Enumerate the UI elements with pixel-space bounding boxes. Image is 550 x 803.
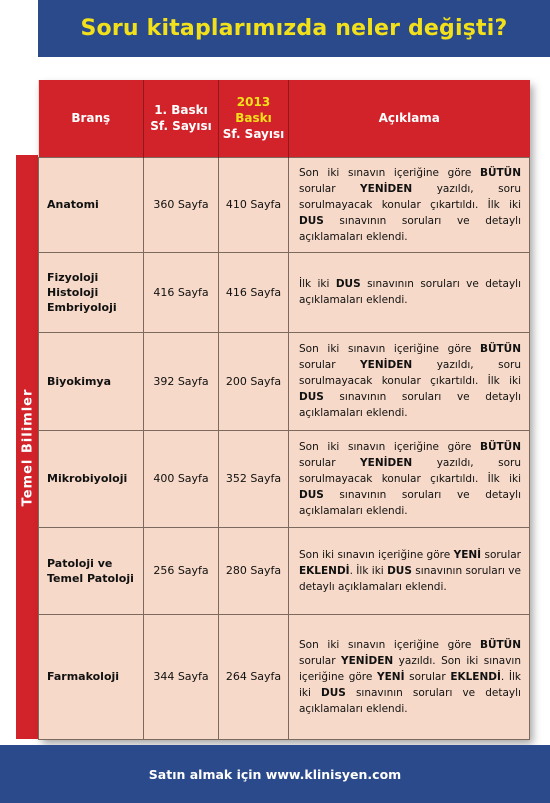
cell-brans — [39, 527, 144, 614]
desc-text: yazıldı, soru sorulmayacak konular çıkartıldı. İlk iki — [299, 359, 521, 387]
cell-aciklama — [289, 614, 530, 739]
side-category-text: Temel Bilimler — [20, 388, 36, 506]
comparison-table-wrapper — [38, 80, 529, 739]
desc-text: sınavının soruları ve detaylı açıklamaları eklendi. — [299, 278, 521, 306]
desc-text: Son iki sınavın içeriğine göre — [299, 548, 454, 561]
desc-text: Son iki sınavın içeriğine göre — [299, 638, 480, 651]
brans-line: Farmakoloji — [47, 670, 120, 683]
table-row — [39, 252, 530, 332]
header-2013-edition: 2013 Baskı Sf. Sayısı — [219, 80, 289, 157]
desc-emphasis: DUS — [299, 391, 324, 403]
cell-aciklama — [289, 332, 530, 430]
header-brans: Branş — [39, 80, 144, 157]
cell-first-edition-pages: 392 Sayfa — [144, 332, 219, 430]
brans-line: Biyokimya — [47, 374, 112, 388]
desc-text: sorular — [481, 548, 522, 561]
cell-brans — [39, 332, 144, 430]
brans-line: Anatomi — [47, 198, 99, 211]
desc-emphasis: DUS — [335, 278, 361, 290]
desc-emphasis: BÜTÜN — [479, 440, 521, 453]
desc-text: sınavının soruları ve detaylı açıklamaları eklendi. — [299, 564, 521, 593]
header-aciklama: Açıklama — [289, 80, 530, 157]
desc-emphasis: BÜTÜN — [479, 343, 521, 355]
desc-text: Son iki sınavın içeriğine göre — [299, 440, 480, 453]
side-category-label — [16, 155, 40, 739]
desc-text: sorular — [299, 359, 361, 371]
desc-text: İlk iki — [299, 278, 336, 290]
desc-emphasis: DUS — [321, 686, 346, 699]
desc-emphasis: YENİ — [453, 548, 482, 561]
brans-line: Fizyoloji — [47, 270, 99, 284]
desc-text: sorular — [404, 670, 451, 683]
desc-text: sorular — [299, 182, 361, 195]
desc-text: sınavının soruları ve detaylı açıklamaları eklendi. — [299, 391, 521, 419]
desc-emphasis: DUS — [387, 564, 412, 577]
desc-text: . İlk iki — [299, 670, 521, 699]
cell-first-edition-pages: 344 Sayfa — [144, 614, 219, 739]
brans-line: Patoloji ve — [47, 556, 113, 570]
desc-emphasis: BÜTÜN — [479, 166, 521, 179]
cell-aciklama — [289, 430, 530, 527]
table-row — [39, 430, 530, 527]
cell-brans — [39, 157, 144, 252]
brans-line: Histoloji — [47, 285, 99, 299]
table-row — [39, 614, 530, 739]
table-row — [39, 332, 530, 430]
desc-text: sorular — [299, 456, 361, 469]
desc-text: yazıldı, soru sorulmayacak konular çıkartıldı. İlk iki — [299, 456, 521, 485]
cell-2013-edition-pages: 416 Sayfa — [219, 252, 289, 332]
cell-brans — [39, 252, 144, 332]
comparison-table — [38, 80, 530, 740]
brans-line: Mikrobiyoloji — [47, 472, 128, 485]
cell-first-edition-pages: 256 Sayfa — [144, 527, 219, 614]
desc-emphasis: YENİDEN — [341, 654, 394, 667]
desc-emphasis: YENİDEN — [360, 182, 413, 195]
cell-aciklama — [289, 527, 530, 614]
table-header-row — [39, 80, 530, 157]
title-banner — [38, 0, 550, 57]
desc-emphasis: BÜTÜN — [479, 638, 521, 651]
desc-emphasis: YENİDEN — [360, 359, 413, 371]
cell-brans — [39, 614, 144, 739]
desc-text: sınavının soruları ve detaylı açıklamaları eklendi. — [299, 686, 521, 715]
desc-text: sınavının soruları ve detaylı açıklamaları eklendi. — [299, 214, 521, 243]
footer-link-text[interactable]: Satın almak için www.klinisyen.com — [148, 766, 402, 782]
brans-line: Temel Patoloji — [47, 571, 134, 585]
table-row — [39, 157, 530, 252]
cell-2013-edition-pages: 200 Sayfa — [219, 332, 289, 430]
footer-bar — [0, 745, 550, 803]
desc-emphasis: DUS — [299, 488, 324, 501]
cell-brans — [39, 430, 144, 527]
desc-text: yazıldı, soru sorulmayacak konular çıkartıldı. İlk iki — [299, 182, 521, 211]
desc-text: . İlk iki — [349, 564, 388, 577]
desc-text: yazıldı. Son iki sınavın içeriğine göre — [299, 654, 521, 683]
cell-2013-edition-pages: 352 Sayfa — [219, 430, 289, 527]
cell-aciklama — [289, 157, 530, 252]
cell-first-edition-pages: 360 Sayfa — [144, 157, 219, 252]
desc-emphasis: DUS — [299, 214, 324, 227]
cell-2013-edition-pages: 280 Sayfa — [219, 527, 289, 614]
desc-text: Son iki sınavın içeriğine göre — [299, 343, 480, 355]
cell-aciklama — [289, 252, 530, 332]
cell-first-edition-pages: 416 Sayfa — [144, 252, 219, 332]
desc-emphasis: EKLENDİ — [299, 564, 350, 577]
cell-first-edition-pages: 400 Sayfa — [144, 430, 219, 527]
brans-line: Embriyoloji — [47, 300, 117, 314]
desc-text: Son iki sınavın içeriğine göre — [299, 166, 480, 179]
desc-text: sorular — [299, 654, 342, 667]
table-row — [39, 527, 530, 614]
cell-2013-edition-pages: 410 Sayfa — [219, 157, 289, 252]
desc-emphasis: YENİDEN — [360, 456, 413, 469]
desc-emphasis: EKLENDİ — [450, 670, 501, 683]
desc-text: sınavının soruları ve detaylı açıklamaları eklendi. — [299, 488, 521, 517]
page-title: Soru kitaplarımızda neler değişti? — [80, 16, 508, 41]
header-first-edition: 1. Baskı Sf. Sayısı — [144, 80, 219, 157]
desc-emphasis: YENİ — [377, 670, 405, 683]
cell-2013-edition-pages: 264 Sayfa — [219, 614, 289, 739]
